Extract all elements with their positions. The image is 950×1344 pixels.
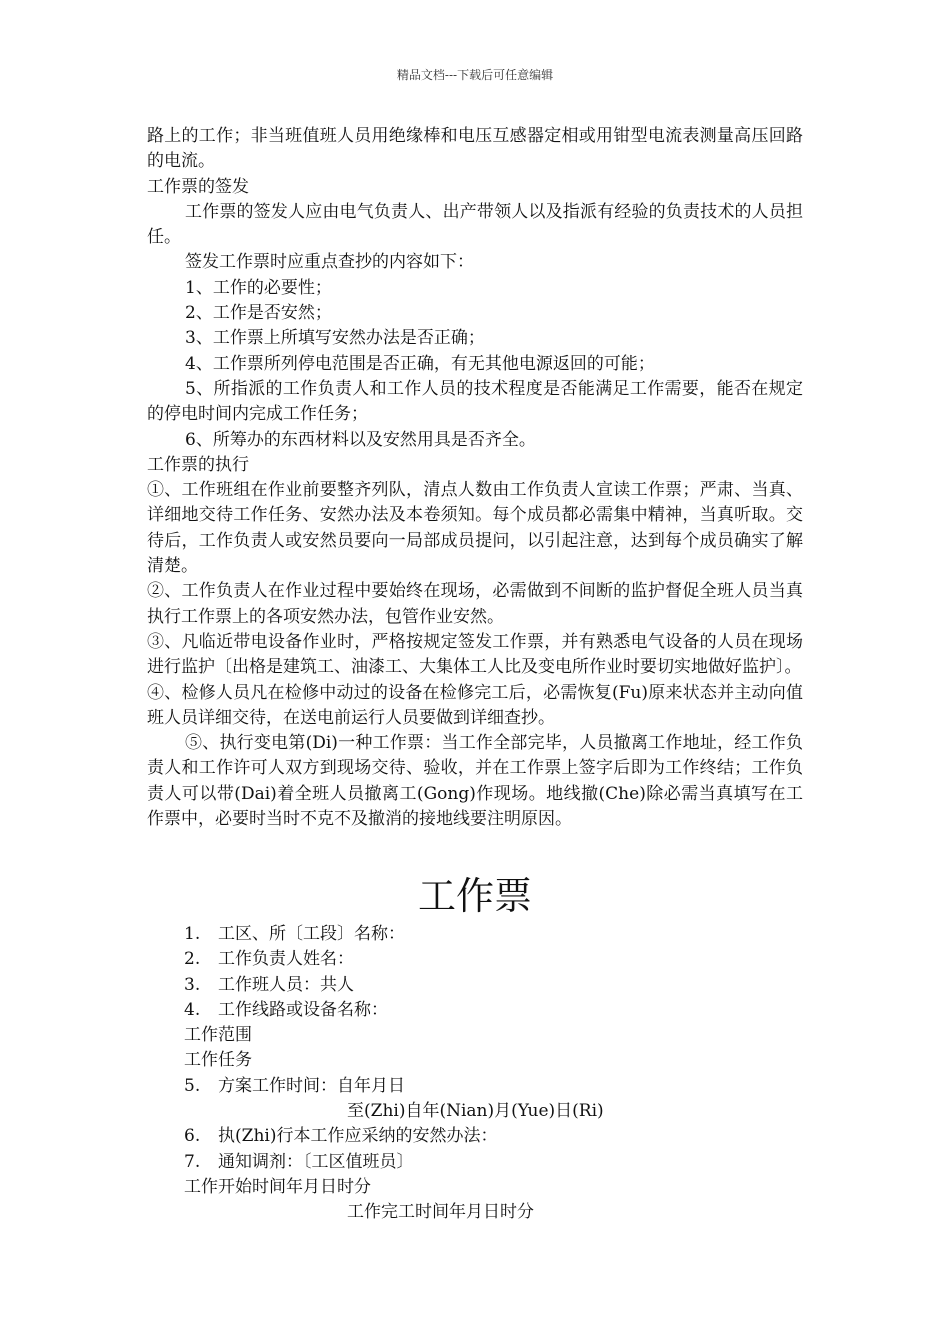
list-item: 1、工作的必要性； [185, 277, 332, 298]
line-label: 执(Zhi)行本工作应采纳的安然办法： [218, 1126, 498, 1147]
list-item: 5、所指派的工作负责人和工作人员的技术程度是否能满足工作需要，能否在规定的停电时间内完成工作任务； [147, 378, 803, 425]
paragraph-signer: 工作票的签发人应由电气负责人、出产带领人以及指派有经验的负责技术的人员担任。 [147, 201, 803, 248]
exec-item: ④、检修人员凡在检修中动过的设备在检修完工后，必需恢复(Fu)原来状态并主动向值班人员详细交待，在送电前运行人员要做到详细查抄。 [147, 682, 803, 728]
line-number: 7. [184, 1151, 201, 1172]
exec-item: ⑤、执行变电第(Di)一种工作票：当工作全部完毕，人员撤离工作地址，经工作负责人和工作许可人双方到现场交待、验收，并在工作票上签字后即为工作终结；工作负责人可以带(Dai)着全班人员撤离工(Gong)作现场。地线撤(Che)除必需当真填写在工作票中，必要时当时不克不及撤消的接地线要注明原因。 [147, 733, 803, 830]
list-item: 3、工作票上所填写安然办法是否正确； [185, 328, 485, 349]
line-number: 2. [184, 949, 201, 970]
work-task-label: 工作任务 [184, 1050, 252, 1071]
exec-item: ③、凡临近带电设备作业时，严格按规定签发工作票，并有熟悉电气设备的人员在现场进行监护〔出格是建筑工、油漆工、大集体工人比及变电所作业时要切实地做好监护〕。 [147, 631, 803, 678]
exec-item: ①、工作班组在作业前要整齐列队，清点人数由工作负责人宣读工作票；严肃、当真、详细地交待工作任务、安然办法及本卷须知。每个成员都必需集中精神，当真听取。交待后，工作负责人或安然员要向一局部成员提问，以引起注意，达到每个成员确实了解清楚。 [147, 480, 803, 577]
form-line [184, 973, 804, 998]
paragraph-check-intro: 签发工作票时应重点查抄的内容如下： [185, 252, 474, 273]
form-line [184, 922, 804, 947]
line-label: 工作线路或设备名称： [218, 999, 388, 1020]
form-line [184, 1124, 804, 1149]
section-heading-sign: 工作票的签发 [147, 176, 249, 197]
list-item: 4、工作票所列停电范围是否正确，有无其他电源返回的可能； [185, 353, 655, 374]
section-heading-exec: 工作票的执行 [147, 454, 249, 475]
form-line [184, 998, 804, 1023]
work-scope-label: 工作范围 [184, 1025, 252, 1046]
work-end-time: 工作完工时间年月日时分 [347, 1202, 534, 1223]
line-label: 通知调剂：〔工区值班员〕 [218, 1151, 414, 1172]
ticket-title: 工作票 [417, 874, 532, 918]
line-label: 工作负责人姓名： [218, 949, 354, 970]
page-header: 精品文档---下载后可任意编辑 [396, 68, 554, 82]
work-start-time: 工作开始时间年月日时分 [184, 1176, 371, 1197]
line-number: 5. [184, 1075, 201, 1096]
line-number: 1. [184, 924, 201, 944]
line-label: 工作班人员：共人 [218, 974, 354, 995]
form-line [184, 947, 804, 972]
line-number: 4. [184, 999, 201, 1020]
list-item: 6、所筹办的东西材料以及安然用具是否齐全。 [185, 429, 536, 450]
planned-time-continuation: 至(Zhi)自年(Nian)月(Yue)日(Ri) [347, 1101, 604, 1122]
ticket-form [184, 922, 804, 1226]
form-line [184, 1074, 804, 1099]
list-item: 2、工作是否安然； [185, 303, 332, 324]
document-body [147, 124, 803, 832]
line-number: 3. [184, 974, 201, 995]
line-label: 工区、所〔工段〕名称： [218, 924, 405, 944]
paragraph-continued: 路上的工作；非当班值班人员用绝缘棒和电压互感器定相或用钳型电流表测量高压回路的电流。 [147, 126, 803, 172]
line-label: 方案工作时间：自年月日 [218, 1075, 405, 1096]
line-number: 6. [184, 1126, 201, 1147]
form-line [184, 1150, 804, 1175]
exec-item: ②、工作负责人在作业过程中要始终在现场，必需做到不间断的监护督促全班人员当真执行工作票上的各项安然办法，包管作业安然。 [147, 581, 803, 627]
